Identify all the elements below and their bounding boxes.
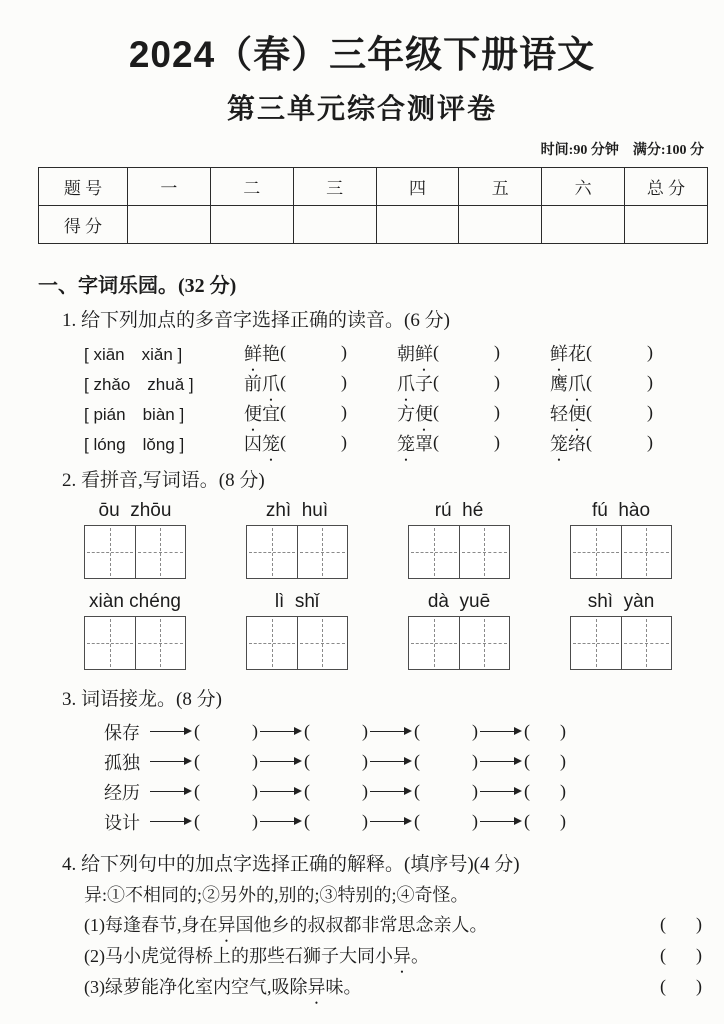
dotted-char-text: 鲜: [550, 343, 568, 364]
open-paren: (: [433, 432, 439, 453]
dotted-char-text: 异: [217, 915, 236, 936]
score-cell[interactable]: [459, 205, 542, 243]
arrow-right-icon: [150, 755, 192, 769]
arrow-right-icon: [480, 755, 522, 769]
emphasis-dot-icon: •: [224, 936, 229, 947]
paper-subtitle: 第三单元综合测评卷: [226, 93, 497, 125]
polyphone-row: [84, 424, 724, 465]
word-pre: 朝: [397, 343, 415, 364]
paper-title: 2024（春）三年级下册语文: [128, 34, 596, 75]
score-cell[interactable]: [293, 205, 376, 243]
score-header-row: [39, 167, 708, 205]
score-header-cell: 三: [293, 167, 376, 205]
close-paren: ): [472, 811, 478, 832]
dotted-char: [550, 340, 568, 375]
open-paren: (: [524, 811, 530, 832]
pinyin-label: shì yàn: [587, 590, 655, 612]
answer-blank[interactable]: [660, 976, 702, 997]
pinyin-grid-group: [84, 591, 186, 670]
sentence-pre: (1)每逢春节,身在: [84, 915, 218, 936]
open-paren: (: [660, 975, 666, 996]
word-blank-group: [244, 400, 397, 435]
dotted-char-text: 鲜: [244, 343, 262, 364]
emphasis-dot-icon: •: [575, 394, 579, 405]
close-paren: ): [472, 721, 478, 742]
close-paren: ): [472, 781, 478, 802]
answer-blank[interactable]: [304, 751, 368, 772]
score-header-cell: 四: [376, 167, 459, 205]
writing-cell[interactable]: [460, 617, 510, 669]
arrow-right-icon: [260, 725, 302, 739]
word-chain-row: [104, 777, 724, 807]
sentence-text: [84, 973, 362, 1009]
dotted-char-text: 爪: [397, 373, 415, 394]
word: [550, 340, 586, 375]
sentence-post: 味。: [325, 977, 362, 998]
sentence-row: [84, 940, 702, 978]
score-cell[interactable]: [128, 205, 211, 243]
arrow-right-icon: [480, 725, 522, 739]
open-paren: (: [414, 781, 420, 802]
open-paren: (: [414, 811, 420, 832]
open-paren: (: [660, 913, 666, 934]
sentence-pre: (3)绿萝能净化室内空气,吸除: [84, 977, 308, 998]
open-paren: (: [304, 721, 310, 742]
dotted-char-text: 爪: [568, 373, 586, 394]
chain-start-word: 保存: [104, 722, 140, 743]
emphasis-dot-icon: •: [251, 364, 255, 375]
score-header-cell: 五: [459, 167, 542, 205]
answer-blank[interactable]: [304, 721, 368, 742]
word-pre: 囚: [244, 433, 262, 454]
dotted-char: [262, 370, 280, 405]
dotted-char-text: 鲜: [415, 343, 433, 364]
answer-blank[interactable]: [194, 781, 258, 802]
answer-blank[interactable]: [304, 811, 368, 832]
close-paren: ): [341, 402, 347, 423]
word: [397, 400, 433, 435]
close-paren: ): [472, 751, 478, 772]
chain-start-word: 设计: [104, 812, 140, 833]
dotted-char: [568, 400, 586, 435]
close-paren: ): [252, 721, 258, 742]
pinyin-label: ōu zhōu: [98, 499, 172, 521]
dotted-char-text: 便: [244, 403, 262, 424]
emphasis-dot-icon: •: [404, 454, 408, 465]
question-3-title: 3. 词语接龙。(8 分): [62, 688, 222, 710]
word-blank-group: [397, 400, 550, 435]
open-paren: (: [280, 432, 286, 453]
word-blank-group: [397, 430, 550, 465]
close-paren: ): [252, 751, 258, 772]
writing-grid[interactable]: [570, 525, 672, 579]
open-paren: (: [433, 402, 439, 423]
word-pre: 前: [244, 373, 262, 394]
word: [244, 400, 280, 435]
open-paren: (: [304, 811, 310, 832]
question-1-body: [84, 338, 724, 465]
close-paren: ): [560, 781, 566, 802]
time-score-meta: 时间:90 分钟 满分:100 分: [540, 142, 704, 158]
arrow-right-icon: [150, 785, 192, 799]
close-paren: ): [494, 372, 500, 393]
writing-grid[interactable]: [246, 616, 348, 670]
arrow-right-icon: [260, 785, 302, 799]
word-blank-group: [244, 430, 397, 465]
dotted-char: [262, 430, 280, 465]
dotted-char-text: 异: [393, 946, 411, 967]
word-post: 络: [568, 433, 586, 454]
word-blank-group: [550, 400, 703, 435]
word-post: 罩: [415, 433, 433, 454]
answer-blank[interactable]: [194, 751, 258, 772]
open-paren: (: [194, 781, 200, 802]
close-paren: ): [696, 975, 702, 996]
open-paren: (: [660, 944, 666, 965]
emphasis-dot-icon: •: [575, 424, 579, 435]
open-paren: (: [194, 721, 200, 742]
score-label-cell: 得 分: [39, 205, 128, 243]
close-paren: ): [494, 342, 500, 363]
writing-cell[interactable]: [409, 526, 460, 578]
score-header-cell: 六: [542, 167, 625, 205]
writing-grid[interactable]: [84, 525, 186, 579]
close-paren: ): [647, 432, 653, 453]
open-paren: (: [586, 342, 592, 363]
dotted-char-text: 便: [568, 403, 586, 424]
word-post: 宜: [262, 403, 280, 424]
answer-blank[interactable]: [586, 372, 653, 393]
dotted-char: [217, 911, 236, 947]
pinyin-options: [ xiān xiǎn ]: [84, 345, 183, 365]
answer-blank[interactable]: [586, 342, 653, 363]
pinyin-grid-group: [408, 500, 510, 579]
arrow-right-icon: [370, 725, 412, 739]
word-chain-row: [104, 747, 724, 777]
writing-cell[interactable]: [571, 617, 622, 669]
close-paren: ): [362, 811, 368, 832]
score-header-cell: 题 号: [39, 167, 128, 205]
emphasis-dot-icon: •: [422, 364, 426, 375]
sentence-text: [84, 942, 429, 978]
score-header-cell: 一: [128, 167, 211, 205]
open-paren: (: [414, 721, 420, 742]
score-cell[interactable]: [625, 205, 708, 243]
question-3-body: [104, 717, 724, 837]
word-blank-group: [244, 340, 397, 375]
writing-cell[interactable]: [298, 617, 348, 669]
dotted-char: [568, 370, 586, 405]
open-paren: (: [433, 372, 439, 393]
dotted-char: [415, 400, 433, 435]
dotted-char-text: 便: [415, 403, 433, 424]
close-paren: ): [252, 781, 258, 802]
score-cell[interactable]: [376, 205, 459, 243]
answer-blank[interactable]: [433, 402, 500, 423]
answer-blank[interactable]: [433, 342, 500, 363]
answer-blank[interactable]: [414, 751, 478, 772]
pinyin-label: dà yuē: [427, 590, 491, 612]
writing-cell[interactable]: [571, 526, 622, 578]
word: [397, 370, 433, 405]
arrow-right-icon: [480, 785, 522, 799]
word-blank-group: [397, 340, 550, 375]
writing-grid[interactable]: [408, 525, 510, 579]
dotted-char-text: 爪: [262, 373, 280, 394]
sentence-row: [84, 971, 702, 1009]
close-paren: ): [341, 372, 347, 393]
open-paren: (: [194, 751, 200, 772]
score-cell[interactable]: [210, 205, 293, 243]
score-header-cell: 二: [210, 167, 293, 205]
arrow-right-icon: [260, 755, 302, 769]
word-blank-group: [550, 430, 703, 465]
open-paren: (: [414, 751, 420, 772]
answer-blank[interactable]: [660, 945, 702, 966]
polyphone-row: [84, 338, 724, 375]
answer-blank[interactable]: [194, 721, 258, 742]
answer-blank[interactable]: [660, 914, 702, 935]
writing-cell[interactable]: [85, 526, 136, 578]
word-pre: 方: [397, 403, 415, 424]
word-blank-group: [397, 370, 550, 405]
dotted-char-text: 笼: [262, 433, 280, 454]
sentence-row: [84, 909, 702, 947]
emphasis-dot-icon: •: [400, 967, 404, 978]
close-paren: ): [560, 721, 566, 742]
word: [244, 430, 280, 465]
word-post: 子: [415, 373, 433, 394]
close-paren: ): [647, 342, 653, 363]
word-post: 艳: [262, 343, 280, 364]
dotted-char-text: 笼: [397, 433, 415, 454]
writing-cell[interactable]: [460, 526, 510, 578]
close-paren: ): [341, 342, 347, 363]
emphasis-dot-icon: •: [269, 454, 273, 465]
close-paren: ): [647, 372, 653, 393]
emphasis-dot-icon: •: [251, 424, 255, 435]
open-paren: (: [280, 372, 286, 393]
word-pre: 鹰: [550, 373, 568, 394]
open-paren: (: [304, 781, 310, 802]
dotted-char-text: 笼: [550, 433, 568, 454]
answer-blank[interactable]: [280, 432, 347, 453]
arrow-right-icon: [370, 815, 412, 829]
answer-blank[interactable]: [194, 811, 258, 832]
open-paren: (: [433, 342, 439, 363]
writing-cell[interactable]: [247, 526, 298, 578]
answer-blank[interactable]: [524, 721, 566, 742]
word-chain-row: [104, 807, 724, 837]
writing-cell[interactable]: [622, 617, 672, 669]
answer-blank[interactable]: [524, 781, 566, 802]
chain-start-word: 孤独: [104, 752, 140, 773]
arrow-right-icon: [150, 725, 192, 739]
question-2-title: 2. 看拼音,写词语。(8 分): [62, 469, 265, 491]
writing-cell[interactable]: [622, 526, 672, 578]
dotted-char: [393, 942, 411, 978]
answer-blank[interactable]: [414, 811, 478, 832]
close-paren: ): [560, 751, 566, 772]
open-paren: (: [280, 342, 286, 363]
pinyin-label: fú hào: [591, 499, 651, 521]
word-blank-group: [244, 370, 397, 405]
arrow-right-icon: [370, 755, 412, 769]
score-table: [38, 167, 708, 244]
word-post: 花: [568, 343, 586, 364]
pinyin-grid-group: [570, 500, 672, 579]
chain-start-word: 经历: [104, 782, 140, 803]
writing-grid[interactable]: [246, 525, 348, 579]
open-paren: (: [524, 721, 530, 742]
pinyin-grid-group: [408, 591, 510, 670]
word-blank-group: [550, 340, 703, 375]
dotted-char: [550, 430, 568, 465]
pinyin-grid-group: [246, 500, 348, 579]
emphasis-dot-icon: •: [422, 424, 426, 435]
word-pre: 轻: [550, 403, 568, 424]
definition-list: 异:①不相同的;②另外的,别的;③特别的;④奇怪。: [84, 884, 469, 905]
dotted-char: [244, 340, 262, 375]
score-header-cell: 总 分: [625, 167, 708, 205]
dotted-char: [244, 400, 262, 435]
sentence-text: [84, 911, 488, 947]
score-value-row: [39, 205, 708, 243]
open-paren: (: [586, 432, 592, 453]
arrow-right-icon: [260, 815, 302, 829]
pinyin-label: lì shǐ: [274, 590, 320, 612]
emphasis-dot-icon: •: [557, 364, 561, 375]
word: [397, 340, 433, 375]
polyphone-row: [84, 364, 724, 405]
writing-cell[interactable]: [136, 526, 186, 578]
word-chain-row: [104, 717, 724, 747]
word: [244, 370, 280, 405]
pinyin-options: [ zhǎo zhuǎ ]: [84, 375, 194, 395]
close-paren: ): [494, 432, 500, 453]
word-blank-group: [550, 370, 703, 405]
emphasis-dot-icon: •: [404, 394, 408, 405]
close-paren: ): [494, 402, 500, 423]
emphasis-dot-icon: •: [269, 394, 273, 405]
open-paren: (: [304, 751, 310, 772]
answer-blank[interactable]: [433, 372, 500, 393]
writing-cell[interactable]: [85, 617, 136, 669]
question-4-title: 4. 给下列句中的加点字选择正确的解释。(填序号)(4 分): [62, 853, 520, 875]
answer-blank[interactable]: [414, 781, 478, 802]
pinyin-label: zhì huì: [265, 499, 329, 521]
word: [244, 340, 280, 375]
score-cell[interactable]: [542, 205, 625, 243]
arrow-right-icon: [370, 785, 412, 799]
arrow-right-icon: [480, 815, 522, 829]
answer-blank[interactable]: [586, 402, 653, 423]
answer-blank[interactable]: [586, 432, 653, 453]
dotted-char: [397, 370, 415, 405]
open-paren: (: [194, 811, 200, 832]
open-paren: (: [280, 402, 286, 423]
answer-blank[interactable]: [433, 432, 500, 453]
emphasis-dot-icon: •: [557, 454, 561, 465]
answer-blank[interactable]: [524, 811, 566, 832]
sentence-post: 。: [411, 946, 429, 967]
pinyin-grid-group: [570, 591, 672, 670]
section-1-title: 一、字词乐园。(32 分): [38, 274, 237, 297]
open-paren: (: [586, 402, 592, 423]
writing-cell[interactable]: [409, 617, 460, 669]
answer-blank[interactable]: [280, 402, 347, 423]
close-paren: ): [362, 721, 368, 742]
pinyin-grid-group: [246, 591, 348, 670]
dotted-char: [415, 340, 433, 375]
dotted-char: [307, 973, 326, 1009]
pinyin-grid-row: [84, 500, 724, 579]
dotted-char: [397, 430, 415, 465]
question-1-title: 1. 给下列加点的多音字选择正确的读音。(6 分): [62, 309, 450, 331]
close-paren: ): [252, 811, 258, 832]
writing-grid[interactable]: [408, 616, 510, 670]
sentence-pre: (2)马小虎觉得桥上的那些石狮子大同小: [84, 946, 393, 967]
arrow-right-icon: [150, 815, 192, 829]
answer-blank[interactable]: [280, 372, 347, 393]
writing-cell[interactable]: [298, 526, 348, 578]
answer-blank[interactable]: [524, 751, 566, 772]
pinyin-options: [ lóng lǒng ]: [84, 435, 185, 455]
writing-cell[interactable]: [136, 617, 186, 669]
dotted-char-text: 异: [307, 977, 326, 998]
close-paren: ): [647, 402, 653, 423]
word: [550, 370, 586, 405]
pinyin-label: rú hé: [434, 499, 484, 521]
close-paren: ): [341, 432, 347, 453]
pinyin-label: xiàn chéng: [89, 590, 181, 612]
close-paren: ): [560, 811, 566, 832]
answer-blank[interactable]: [304, 781, 368, 802]
close-paren: ): [696, 913, 702, 934]
answer-blank[interactable]: [280, 342, 347, 363]
writing-grid[interactable]: [570, 616, 672, 670]
pinyin-grid-group: [84, 500, 186, 579]
close-paren: ): [362, 751, 368, 772]
close-paren: ): [362, 781, 368, 802]
pinyin-grid-row: [84, 591, 724, 670]
writing-grid[interactable]: [84, 616, 186, 670]
sentence-post: 国他乡的叔叔都非常思念亲人。: [235, 915, 488, 936]
open-paren: (: [524, 781, 530, 802]
word: [550, 430, 586, 465]
open-paren: (: [524, 751, 530, 772]
answer-blank[interactable]: [414, 721, 478, 742]
emphasis-dot-icon: •: [314, 998, 319, 1009]
open-paren: (: [586, 372, 592, 393]
pinyin-options: [ pián biàn ]: [84, 405, 185, 425]
writing-cell[interactable]: [247, 617, 298, 669]
word: [550, 400, 586, 435]
close-paren: ): [696, 944, 702, 965]
word: [397, 430, 433, 465]
